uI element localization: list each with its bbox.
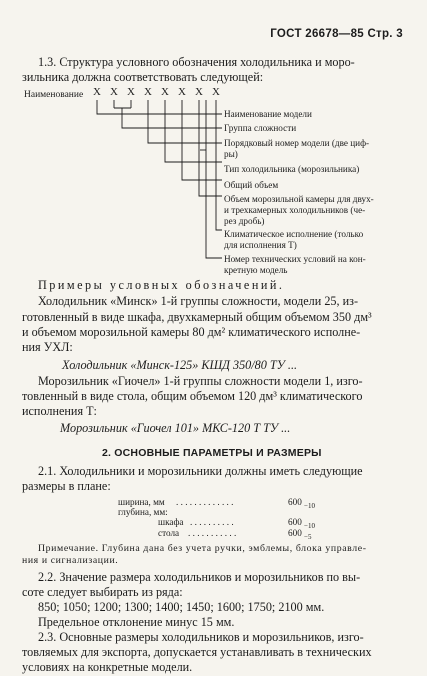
diagram-item-freezer-volume-2: и трехкамерных холодильников (че- [224,205,366,215]
example-1-designation: Холодильник «Минск-125» КШД 350/80 ТУ ... [62,358,298,372]
diagram-item-model-number-1: Порядковый номер модели (две циф- [224,138,370,148]
examples-title: Примеры условных обозначений. [38,278,285,292]
x-mark: X [144,86,152,98]
diagram-item-climate-2: для исполнения Т) [224,240,297,250]
diagram-item-total-volume: Общий объем [224,180,279,190]
dim-table-dots: . . . . . . . . . . . [188,528,237,538]
x-mark: X [93,86,101,98]
diagram-item-model-name: Наименование модели [224,109,312,119]
diagram-item-tu-number-2: кретную модель [224,265,288,275]
diagram-item-model-number-2: ры) [224,149,238,159]
example-1-line-2: готовленный в виде шкафа, двухкамерный общим объемом 350 дм³ [22,310,372,324]
dim-width-label: ширина, мм [118,497,165,507]
note-line-1: Примечание. Глубина дана без учета ручки, эмблемы, блока управле- [38,543,367,554]
section-1-3-line-1: 1.3. Структура условного обозначения холодильника и моро- [38,55,355,69]
section-2-1-line-2: размеры в плане: [22,479,111,493]
diagram-item-complexity-group: Группа сложности [224,123,297,133]
example-2-line-2: товленный в виде стола, общим объемом 120 дм³ климатического [22,389,363,403]
dim-cabinet-value: 600 [288,517,302,527]
section-2-2-line-3: 850; 1050; 1200; 1300; 1400; 1450; 1600; 1750; 2100 мм. [38,600,325,614]
diagram-item-tu-number-1: Номер технических условий на кон- [224,254,366,264]
dim-table-value: 600 [288,528,302,538]
diagram-item-type: Тип холодильника (морозильника) [224,164,360,174]
dim-width-value: 600 [288,497,302,507]
dim-cabinet-label: шкафа [158,517,184,527]
example-2-line-3: исполнения Т: [22,404,97,418]
x-mark: X [127,86,135,98]
dim-table-tolerance: −5 [304,533,312,541]
section-2-3-line-1: 2.3. Основные размеры холодильников и морозильников, изго- [38,630,364,644]
section-2-3-line-3: условиях на конкретные модели. [22,660,193,674]
dim-width-tolerance: −10 [304,502,315,510]
example-1-line-3: и объемом морозильной камеры 80 дм² климатического исполне- [22,325,361,339]
dim-cabinet-tolerance: −10 [304,522,315,530]
dim-width-dots: . . . . . . . . . . . . . [176,497,234,507]
section-2-heading: 2. ОСНОВНЫЕ ПАРАМЕТРЫ И РАЗМЕРЫ [102,447,322,459]
dim-cabinet-dots: . . . . . . . . . . [190,517,234,527]
section-2-2-line-4: Предельное отклонение минус 15 мм. [38,615,235,629]
example-2-line-1: Морозильник «Гиочел» 1-й группы сложности модели 1, изго- [38,374,363,388]
section-2-3-line-2: товляемых для экспорта, допускается устанавливать в технических [22,645,372,659]
example-2-designation: Морозильник «Гиочел 101» МКС-120 Т ТУ ... [60,421,291,435]
diagram-label-naimenovanie: Наименование [24,90,84,100]
dim-depth-label: глубина, мм: [118,507,168,517]
diagram-item-freezer-volume-3: рез дробь) [224,216,265,226]
diagram-item-climate-1: Климатическое исполнение (только [224,229,364,239]
example-1-line-4: ния УХЛ: [22,340,73,354]
x-mark: X [195,86,203,98]
x-mark: X [212,86,220,98]
dim-table-label: стола [158,528,180,538]
x-mark: X [178,86,186,98]
diagram-item-freezer-volume-1: Объем морозильной камеры для двух- [224,194,374,204]
note-line-2: ния и сигнализации. [22,555,119,566]
section-2-2-line-1: 2.2. Значение размера холодильников и морозильников по вы- [38,570,361,584]
example-1-line-1: Холодильник «Минск» 1-й группы сложности, модели 25, из- [38,294,359,308]
section-1-3-line-2: зильника должна соответствовать следующей: [22,70,264,84]
x-mark: X [161,86,169,98]
section-2-2-line-2: соте следует выбирать из ряда: [22,585,183,599]
section-2-1-line-1: 2.1. Холодильники и морозильники должны иметь следующие [38,464,363,478]
x-mark: X [110,86,118,98]
page-header: ГОСТ 26678—85 Стр. 3 [270,28,403,40]
